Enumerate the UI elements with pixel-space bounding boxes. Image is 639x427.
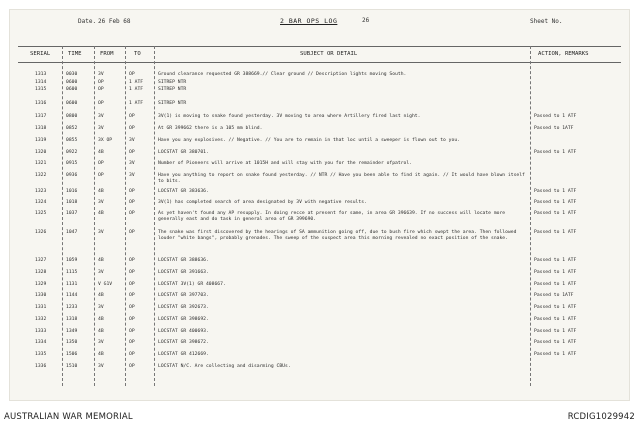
row-subject: LOCSTAT N/C. Are collecting and disarming CBUs. [158,364,291,369]
row-to: OP [129,189,135,194]
row-action: Passed to 1 ATF [534,352,577,357]
row-action: Passed to 1ATF [534,126,574,131]
row-subject: LOCSTAT GR 400693. [158,329,209,334]
col-header-time: TIME [68,51,82,57]
row-to: OP [129,72,135,77]
row-serial: 1316 [35,101,47,106]
row-subject: Number of Pioneers will arrive at 1015H and will stay with you for the remainder ofpatrol. [158,161,412,166]
archive-id: RCDIG1029942 [567,412,635,422]
row-to: OP [129,258,135,263]
row-from: 3V [98,230,104,235]
row-time: 1350 [66,340,78,345]
row-from: 3V [98,364,104,369]
row-time: 1233 [66,305,78,310]
row-to: OP [129,352,135,357]
row-from: 3V [98,270,104,275]
sheet-label: Sheet No. [530,18,563,25]
row-from: 3V [98,114,104,119]
row-serial: 1322 [35,173,47,178]
row-to: 1 ATF [129,87,144,92]
row-action: Passed to 1 ATF [534,317,577,322]
row-subject: 3V(1) has completed search of area designated by 3V with negative results. [158,200,367,205]
date-value: 26 Feb 68 [98,18,131,25]
row-subject: LOCSTAT GR 388636. [158,258,209,263]
row-from: OP [98,161,104,166]
row-to: OP [129,305,135,310]
row-subject: LOCSTAT GR 392673. [158,305,209,310]
row-action: Passed to 1 ATF [534,340,577,345]
row-from: 3V [98,72,104,77]
row-to: 3V [129,138,135,143]
column-divider [154,46,155,386]
row-time: 0030 [66,72,78,77]
row-time: 0600 [66,101,78,106]
row-from: 4B [98,293,104,298]
row-time: 1318 [66,317,78,322]
row-action: Passed to 1 ATF [534,258,577,263]
row-subject: At GR 399662 there is a 105 mm blind. [158,126,263,131]
row-action: Passed to 1 ATF [534,270,577,275]
row-subject: As yet haven't found any AP resupply. In doing recce at present for same, in area GR 396639. If no success will locate more generally east and do task in general area of GR 399690. [158,211,506,223]
row-subject: SITREP NTR [158,101,187,106]
row-serial: 1330 [35,293,47,298]
row-time: 0915 [66,161,78,166]
row-time: 1144 [66,293,78,298]
row-serial: 1318 [35,126,47,131]
row-serial: 1315 [35,87,47,92]
row-to: OP [129,230,135,235]
row-action: Passed to 1 ATF [534,230,577,235]
row-subject: The snake was first discovered by the hearings of SA ammunition going off, due to bush fire which swept the area. Then followed louder "white bangs", probably grenades. The sweep of the suspect area this morning revealed no exact position of the snake. [158,230,517,242]
row-to: OP [129,282,135,287]
row-time: 1059 [66,258,78,263]
row-serial: 1319 [35,138,47,143]
col-header-from: FROM [100,51,114,57]
column-divider [62,46,63,386]
row-from: 4B [98,189,104,194]
row-time: 1037 [66,211,78,216]
log-number: 26 [362,17,370,24]
row-action: Passed to 1 ATF [534,150,577,155]
row-to: OP [129,364,135,369]
row-to: OP [129,317,135,322]
row-time: 0922 [66,150,78,155]
row-time: 1506 [66,352,78,357]
row-serial: 1323 [35,189,47,194]
row-serial: 1331 [35,305,47,310]
row-from: OP [98,87,104,92]
row-action: Passed to 1 ATF [534,211,577,216]
row-subject: SITREP NTR [158,80,187,85]
col-header-subject: SUBJECT OR DETAIL [300,51,358,57]
row-action: Passed to 1ATF [534,293,574,298]
row-time: 0852 [66,126,78,131]
row-action: Passed to 1 ATF [534,305,577,310]
row-to: OP [129,329,135,334]
row-serial: 1314 [35,80,47,85]
row-subject: LOCSTAT GR 380701. [158,150,209,155]
row-time: 1131 [66,282,78,287]
row-to: 1 ATF [129,80,144,85]
row-to: OP [129,150,135,155]
row-serial: 1328 [35,270,47,275]
row-serial: 1335 [35,352,47,357]
row-time: 1018 [66,200,78,205]
row-serial: 1333 [35,329,47,334]
row-to: 3V [129,161,135,166]
row-time: 1510 [66,364,78,369]
row-serial: 1327 [35,258,47,263]
row-to: OP [129,293,135,298]
row-serial: 1324 [35,200,47,205]
row-to: OP [129,211,135,216]
log-title: 2 BAR OPS LOG [280,17,338,25]
log-sheet [10,10,629,400]
row-from: 4B [98,352,104,357]
row-subject: Have you anything to report on snake found yesterday. // NTR // Have you been able to find it again. // It would have blown itself to bits. [158,173,525,185]
row-to: OP [129,126,135,131]
row-serial: 1325 [35,211,47,216]
row-subject: LOCSTAT GR 398672. [158,340,209,345]
row-subject: LOCSTAT GR 412669. [158,352,209,357]
row-from: 3V [98,340,104,345]
col-header-serial: SERIAL [30,51,51,57]
row-time: 0800 [66,114,78,119]
row-from: OP [98,101,104,106]
row-from: 3V [98,305,104,310]
row-action: Passed to 1 ATF [534,114,577,119]
row-time: 0600 [66,80,78,85]
row-from: 3V [98,200,104,205]
row-action: Passed to 1 ATF [534,282,577,287]
row-serial: 1320 [35,150,47,155]
row-subject: LOCSTAT 3V(1) GR 408667. [158,282,226,287]
row-subject: LOCSTAT GR 397703. [158,293,209,298]
row-to: OP [129,200,135,205]
row-serial: 1329 [35,282,47,287]
row-subject: SITREP NTR [158,87,187,92]
row-subject: LOCSTAT GR 398692. [158,317,209,322]
row-from: 3V [98,126,104,131]
row-subject: Have you any explosives. // Negative. // You are to remain in that loc until a sweeper is flown out to you. [158,138,460,143]
row-from: 4B [98,150,104,155]
row-from: OP [98,80,104,85]
row-subject: LOCSTAT GR 391663. [158,270,209,275]
row-time: 1047 [66,230,78,235]
row-to: 1 ATF [129,101,144,106]
row-to: OP [129,270,135,275]
row-subject: Ground clearance requested GR 388669.// Clear ground // Description lights moving South. [158,72,407,77]
row-time: 1016 [66,189,78,194]
row-time: 0936 [66,173,78,178]
row-from: 4B [98,329,104,334]
row-time: 0600 [66,87,78,92]
row-time: 0855 [66,138,78,143]
row-serial: 1321 [35,161,47,166]
row-serial: 1313 [35,72,47,77]
column-divider [125,46,126,386]
row-from: V G1V [98,282,113,287]
row-action: Passed to 1 ATF [534,189,577,194]
row-to: 3V [129,173,135,178]
column-divider [530,46,531,386]
row-subject: 3V(1) is moving to snake found yesterday. 3V moving to area where Artillery fired last night. [158,114,421,119]
row-to: OP [129,340,135,345]
archive-credit: AUSTRALIAN WAR MEMORIAL [4,412,133,422]
row-from: 4B [98,211,104,216]
row-from: 4B [98,258,104,263]
row-serial: 1336 [35,364,47,369]
column-divider [94,46,95,386]
date-label: Date. [78,18,97,25]
row-subject: LOCSTAT GR 383636. [158,189,209,194]
row-action: Passed to 1 ATF [534,329,577,334]
row-from: 4B [98,317,104,322]
row-serial: 1326 [35,230,47,235]
row-serial: 1332 [35,317,47,322]
col-header-action: ACTION, REMARKS [538,51,589,57]
row-from: OP [98,173,104,178]
row-to: OP [129,114,135,119]
row-serial: 1334 [35,340,47,345]
row-serial: 1317 [35,114,47,119]
row-time: 1115 [66,270,78,275]
row-time: 1349 [66,329,78,334]
row-action: Passed to 1 ATF [534,200,577,205]
row-from: 3X OP [98,138,113,143]
col-header-to: TO [134,51,141,57]
